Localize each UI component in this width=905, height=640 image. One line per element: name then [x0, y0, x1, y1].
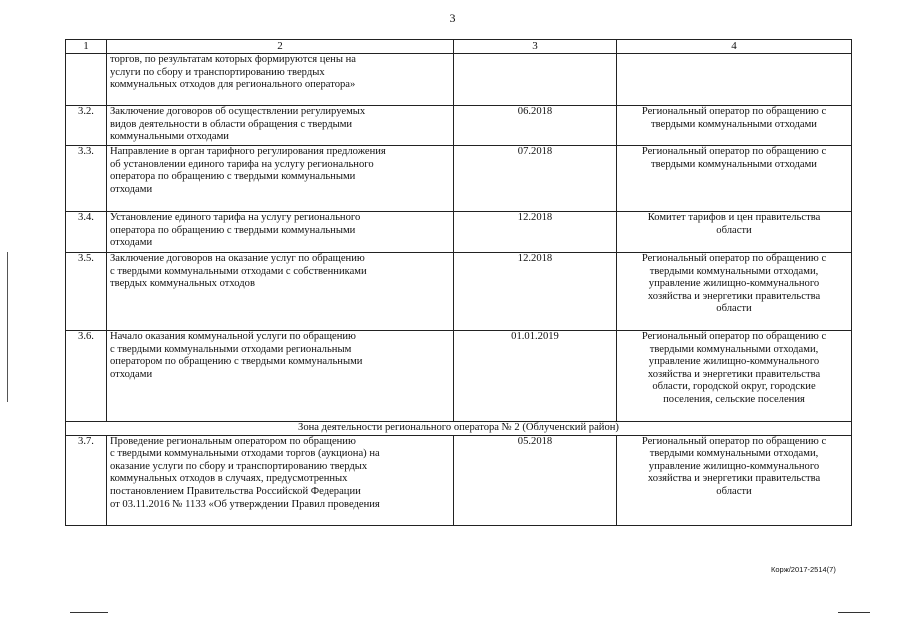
- item-responsible: [617, 106, 852, 146]
- text-line: с твердыми коммунальными отходами с собственниками: [110, 265, 367, 277]
- text-line: оператора по обращению с твердыми коммунальными: [110, 171, 356, 183]
- header-col-3: 3: [454, 40, 617, 54]
- text-line: коммунальными отходами: [110, 131, 229, 143]
- item-number: 3.3.: [66, 146, 107, 212]
- text-line: Заключение договоров об осуществлении регулируемых: [110, 106, 366, 117]
- corner-mark-bottom-right: [838, 612, 870, 613]
- text-line: области, городской округ, городские: [652, 381, 816, 393]
- text-line: Установление единого тарифа на услугу регионального: [110, 212, 361, 223]
- corner-mark-bottom-left: [70, 612, 108, 613]
- text-line: твердых коммунальных отходов: [110, 278, 255, 290]
- text-line: услуги по сбору и транспортированию твердых: [110, 66, 325, 78]
- text-line: области: [716, 303, 752, 315]
- item-deadline: 12.2018: [454, 253, 617, 331]
- item-number: [66, 54, 107, 106]
- header-col-4: 4: [617, 40, 852, 54]
- table-row: [66, 331, 852, 422]
- text-line: Региональный оператор по обращению с: [641, 253, 827, 264]
- item-responsible: [617, 435, 852, 525]
- item-number: 3.5.: [66, 253, 107, 331]
- table-row: [66, 146, 852, 212]
- item-number: 3.2.: [66, 106, 107, 146]
- item-deadline: [454, 54, 617, 106]
- zone-title: Зона деятельности регионального оператора № 2 (Облученский район): [66, 422, 852, 436]
- schedule-table: [65, 39, 852, 526]
- text-line: торгов, по результатам которых формируются цены на: [110, 54, 356, 65]
- text-line: Направление в орган тарифного регулирования предложения: [110, 146, 386, 157]
- text-line: Проведение региональным оператором по обращению: [110, 435, 356, 447]
- text-line: Региональный оператор по обращению с: [641, 106, 827, 117]
- item-deadline: 01.01.2019: [454, 331, 617, 422]
- zone-row: [66, 422, 852, 436]
- text-line: постановлением Правительства Российской Федерации: [110, 485, 361, 497]
- item-number: 3.4.: [66, 212, 107, 253]
- text-line: коммунальных отходов в случаях, предусмотренных: [110, 473, 348, 485]
- item-description: [107, 146, 454, 212]
- item-responsible: [617, 212, 852, 253]
- text-line: твердыми коммунальными отходами: [651, 118, 817, 130]
- text-line: отходами: [110, 368, 153, 380]
- table-row: [66, 253, 852, 331]
- text-line: поселения, сельские поселения: [663, 393, 805, 405]
- table-row: [66, 435, 852, 525]
- text-line: с твердыми коммунальными отходами торгов (аукциона) на: [110, 448, 380, 460]
- header-col-1: 1: [66, 40, 107, 54]
- text-line: оператором по обращению с твердыми коммунальными: [110, 356, 363, 368]
- header-col-2: 2: [107, 40, 454, 54]
- table-header-row: [66, 40, 852, 54]
- item-description: [107, 54, 454, 106]
- item-deadline: 07.2018: [454, 146, 617, 212]
- text-line: Региональный оператор по обращению с: [641, 435, 827, 447]
- item-number: 3.7.: [66, 435, 107, 525]
- text-line: отходами: [110, 183, 153, 195]
- table-row: [66, 54, 852, 106]
- item-number: 3.6.: [66, 331, 107, 422]
- text-line: твердыми коммунальными отходами,: [649, 448, 819, 460]
- item-responsible: [617, 253, 852, 331]
- item-description: [107, 253, 454, 331]
- text-line: хозяйства и энергетики правительства: [647, 473, 821, 485]
- text-line: управление жилищно-коммунального: [648, 460, 820, 472]
- text-line: коммунальных отходов для регионального оператора»: [110, 79, 356, 91]
- text-line: с твердыми коммунальными отходами региональным: [110, 343, 352, 355]
- item-responsible: [617, 331, 852, 422]
- text-line: от 03.11.2016 № 1133 «Об утверждении Правил проведения: [110, 498, 380, 510]
- text-line: твердыми коммунальными отходами: [651, 158, 817, 170]
- text-line: твердыми коммунальными отходами,: [649, 343, 819, 355]
- text-line: оператора по обращению с твердыми коммунальными: [110, 224, 356, 236]
- text-line: Региональный оператор по обращению с: [641, 146, 827, 157]
- text-line: Комитет тарифов и цен правительства: [647, 212, 821, 223]
- binding-edge-mark: [7, 252, 8, 402]
- text-line: Заключение договоров на оказание услуг по обращению: [110, 253, 365, 264]
- text-line: управление жилищно-коммунального: [648, 356, 820, 368]
- item-responsible: [617, 54, 852, 106]
- item-description: [107, 106, 454, 146]
- item-description: [107, 435, 454, 525]
- text-line: твердыми коммунальными отходами,: [649, 265, 819, 277]
- text-line: отходами: [110, 237, 153, 249]
- text-line: хозяйства и энергетики правительства: [647, 290, 821, 302]
- text-line: хозяйства и энергетики правительства: [647, 368, 821, 380]
- item-deadline: 06.2018: [454, 106, 617, 146]
- item-description: [107, 331, 454, 422]
- text-line: области: [716, 224, 752, 236]
- text-line: управление жилищно-коммунального: [648, 278, 820, 290]
- table-row: [66, 212, 852, 253]
- text-line: об установлении единого тарифа на услугу регионального: [110, 158, 374, 170]
- item-deadline: 05.2018: [454, 435, 617, 525]
- text-line: видов деятельности в области обращения с твердыми: [110, 118, 353, 130]
- text-line: Региональный оператор по обращению с: [641, 331, 827, 342]
- table-row: [66, 106, 852, 146]
- text-line: области: [716, 485, 752, 497]
- item-responsible: [617, 146, 852, 212]
- item-deadline: 12.2018: [454, 212, 617, 253]
- item-description: [107, 212, 454, 253]
- page-number: 3: [449, 11, 456, 25]
- text-line: оказание услуги по сбору и транспортированию твердых: [110, 460, 368, 472]
- text-line: Начало оказания коммунальной услуги по обращению: [110, 331, 356, 342]
- footer-code: Корж/2017-2514(7): [771, 565, 836, 574]
